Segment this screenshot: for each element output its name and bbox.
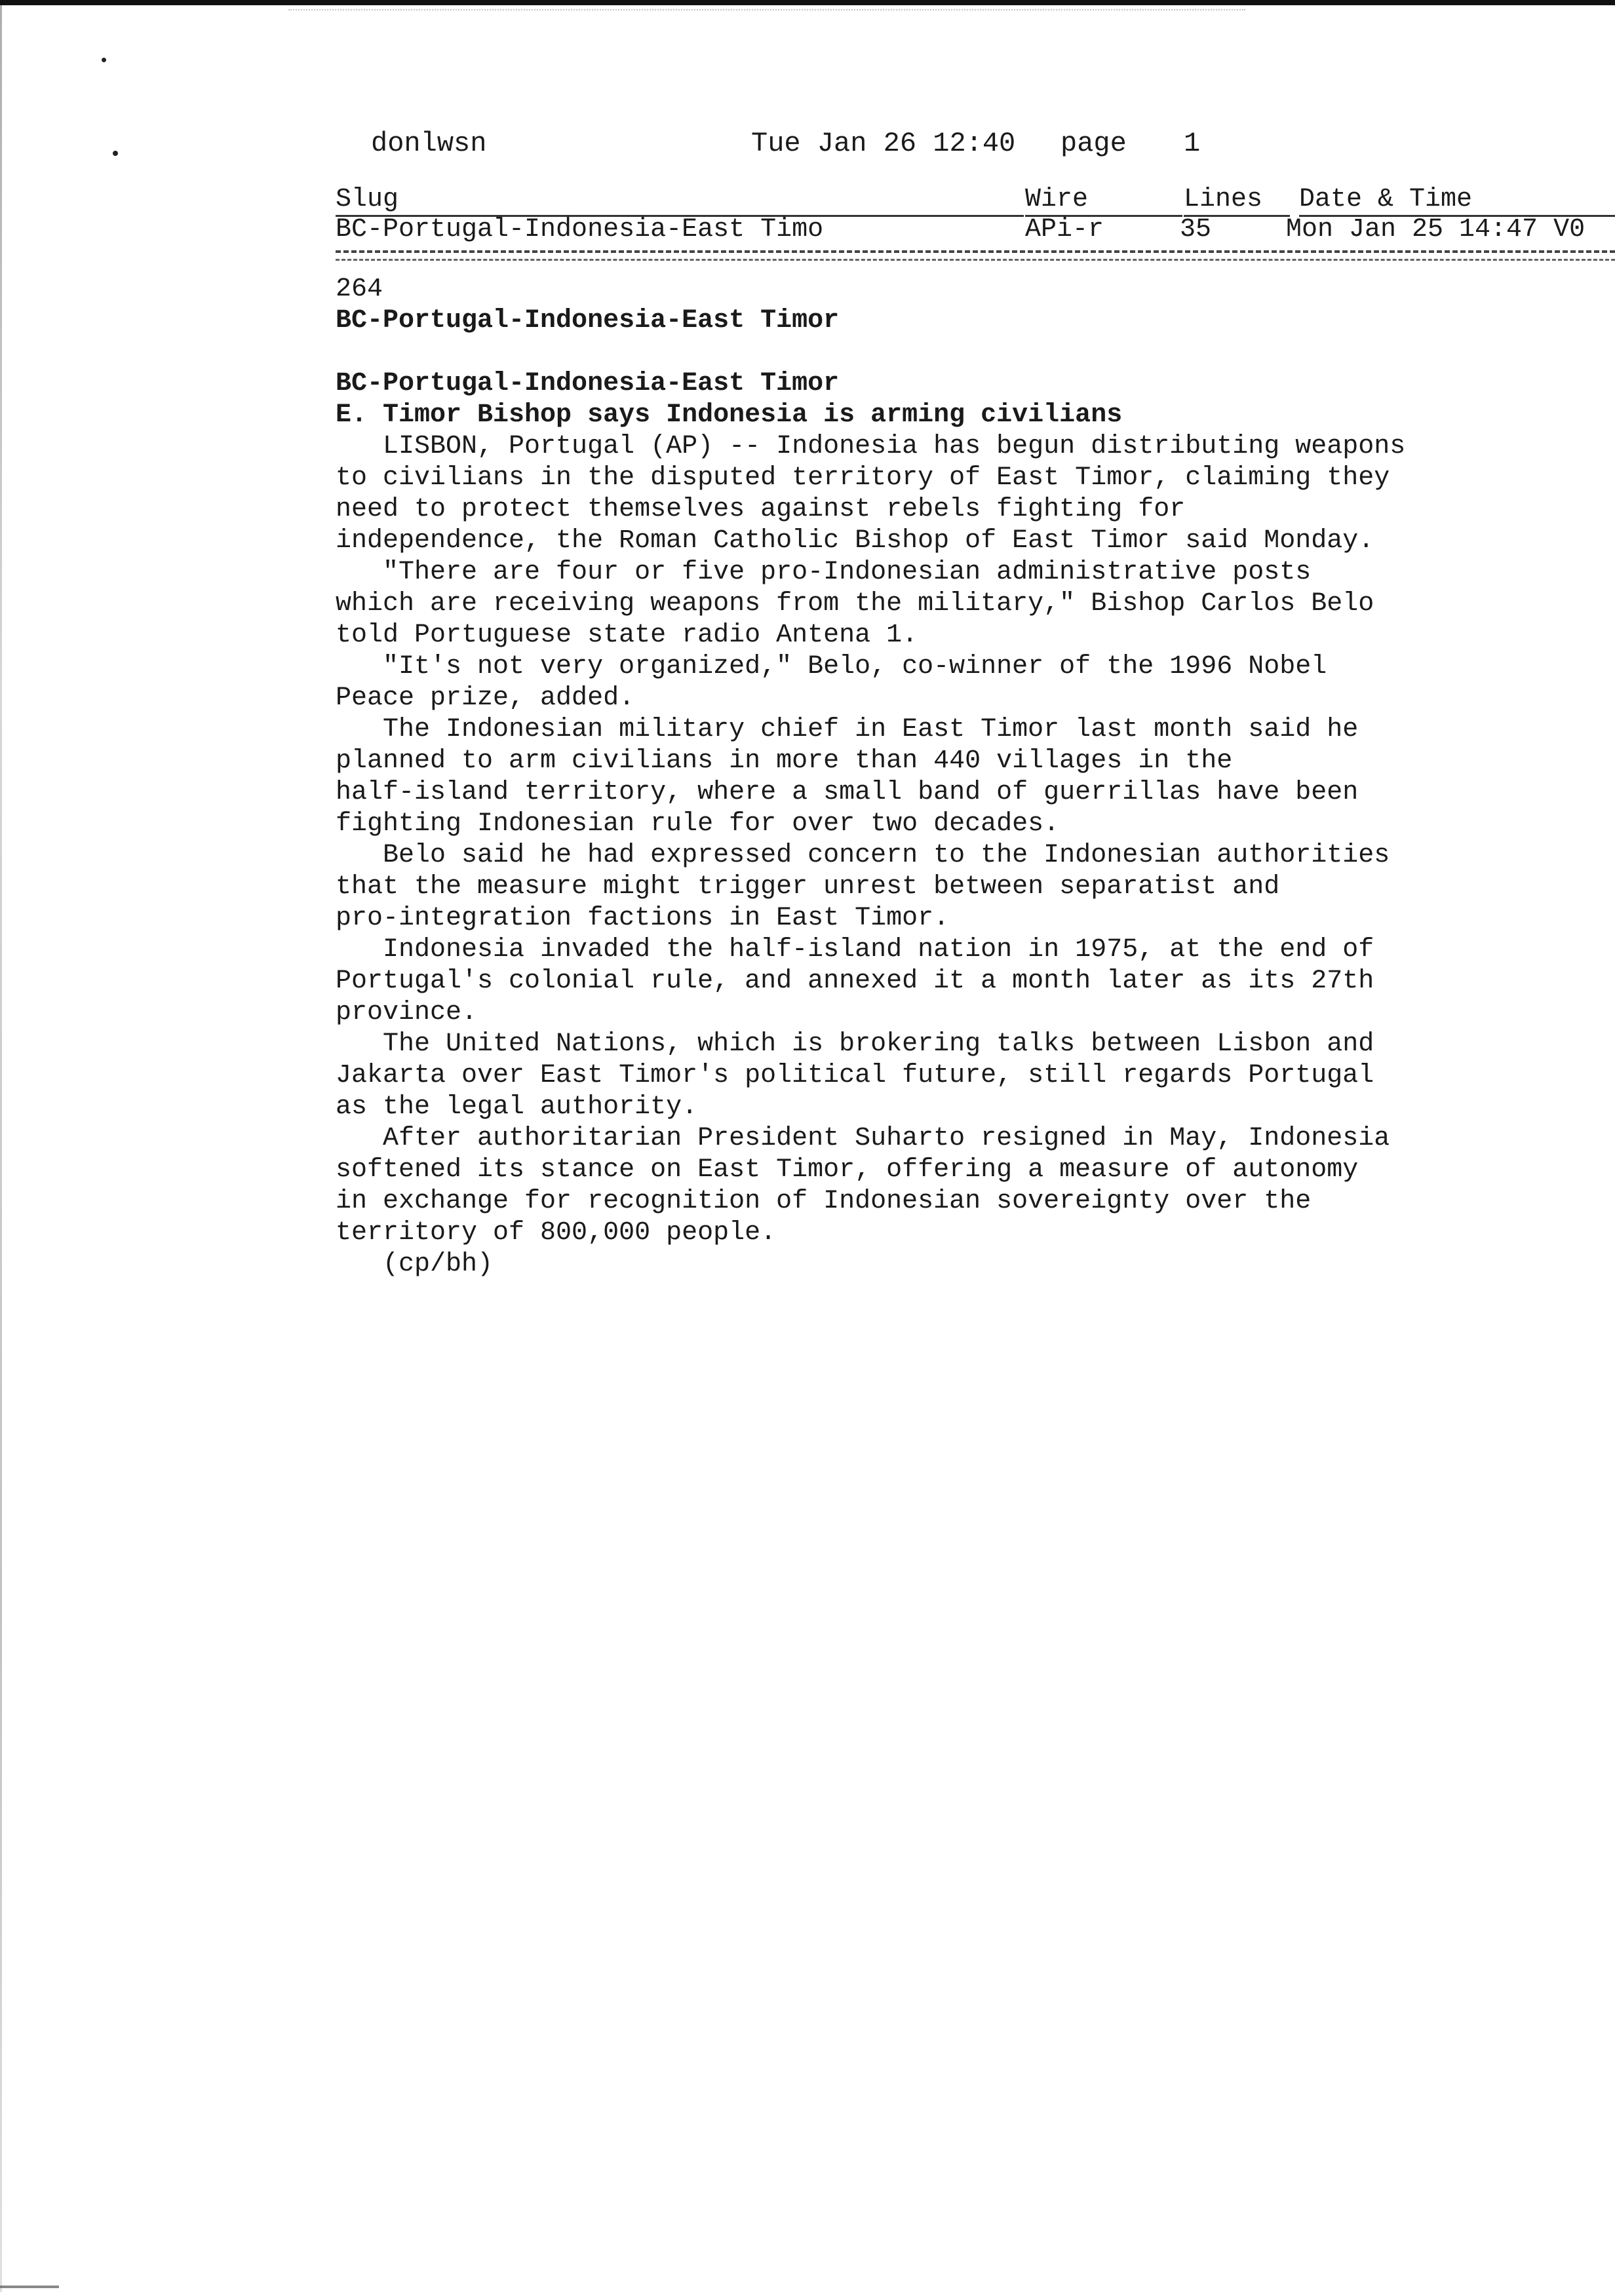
story-line: as the legal authority.	[336, 1092, 698, 1122]
story-line: "There are four or five pro-Indonesian administrative posts	[336, 558, 1312, 587]
story-line: in exchange for recognition of Indonesian sovereignty over the	[336, 1187, 1312, 1216]
scan-top-noise	[288, 9, 1245, 24]
story-headline: E. Timor Bishop says Indonesia is arming civilians	[336, 400, 1123, 430]
scan-left-edge	[0, 5, 2, 2292]
story-line: Peace prize, added.	[336, 683, 635, 713]
story-index-table	[336, 185, 1615, 250]
story-line: The Indonesian military chief in East Timor last month said he	[336, 715, 1359, 744]
story-number: 264	[336, 275, 383, 304]
col-datetime-label: Date & Time	[1299, 185, 1615, 217]
story-line: told Portuguese state radio Antena 1.	[336, 621, 918, 650]
story-line: half-island territory, where a small band of guerrillas have been	[336, 778, 1359, 807]
header-page-number: 1	[1184, 128, 1201, 159]
header-datetime: Tue Jan 26 12:40	[751, 128, 1016, 159]
story-line: that the measure might trigger unrest between separatist and	[336, 872, 1280, 902]
col-slug-label: Slug	[336, 185, 1024, 217]
scan-speck	[102, 58, 106, 62]
story-body	[336, 274, 1607, 1280]
scan-bottom-noise	[0, 2286, 59, 2288]
row-wire: APi-r	[1025, 215, 1104, 244]
story-line: Portugal's colonial rule, and annexed it a month later as its 27th	[336, 966, 1374, 996]
col-lines-label: Lines	[1184, 185, 1290, 217]
story-line: Indonesia invaded the half-island nation in 1975, at the end of	[336, 935, 1374, 965]
column-headers	[336, 185, 1615, 215]
print-header	[0, 126, 1615, 161]
story-line: planned to arm civilians in more than 440 villages in the	[336, 746, 1233, 776]
story-line: Jakarta over East Timor's political future, still regards Portugal	[336, 1061, 1374, 1090]
story-line: territory of 800,000 people.	[336, 1218, 777, 1248]
header-page-label: page	[1060, 128, 1127, 159]
story-line: softened its stance on East Timor, offering a measure of autonomy	[336, 1155, 1359, 1185]
row-slug: BC-Portugal-Indonesia-East Timo	[336, 215, 824, 244]
story-line: Belo said he had expressed concern to the Indonesian authorities	[336, 841, 1390, 870]
story-line: to civilians in the disputed territory of East Timor, claiming they	[336, 463, 1390, 493]
story-line: The United Nations, which is brokering talks between Lisbon and	[336, 1029, 1374, 1059]
story-line: fighting Indonesian rule for over two decades.	[336, 809, 1060, 839]
col-wire-label: Wire	[1025, 185, 1182, 217]
story-line: LISBON, Portugal (AP) -- Indonesia has begun distributing weapons	[336, 432, 1406, 461]
story-line: province.	[336, 998, 478, 1027]
spacer	[336, 337, 1607, 368]
row-lines: 35	[1180, 215, 1212, 244]
story-line: After authoritarian President Suharto resigned in May, Indonesia	[336, 1124, 1390, 1153]
row-datetime: Mon Jan 25 14:47 V0	[1286, 215, 1586, 244]
story-slug: BC-Portugal-Indonesia-East Timor	[336, 306, 840, 335]
story-line: need to protect themselves against rebels fighting for	[336, 495, 1186, 524]
story-slug-repeat: BC-Portugal-Indonesia-East Timor	[336, 369, 840, 398]
story-line: "It's not very organized," Belo, co-winner of the 1996 Nobel	[336, 652, 1327, 681]
header-user: donlwsn	[371, 128, 487, 159]
scan-top-edge	[0, 0, 1615, 5]
story-line: independence, the Roman Catholic Bishop of East Timor said Monday.	[336, 526, 1374, 556]
table-row	[336, 215, 1615, 245]
separator-rule	[336, 250, 1615, 261]
story-line: pro-integration factions in East Timor.	[336, 904, 950, 933]
story-line: which are receiving weapons from the military," Bishop Carlos Belo	[336, 589, 1374, 619]
story-dateline-tag: (cp/bh)	[336, 1250, 494, 1279]
